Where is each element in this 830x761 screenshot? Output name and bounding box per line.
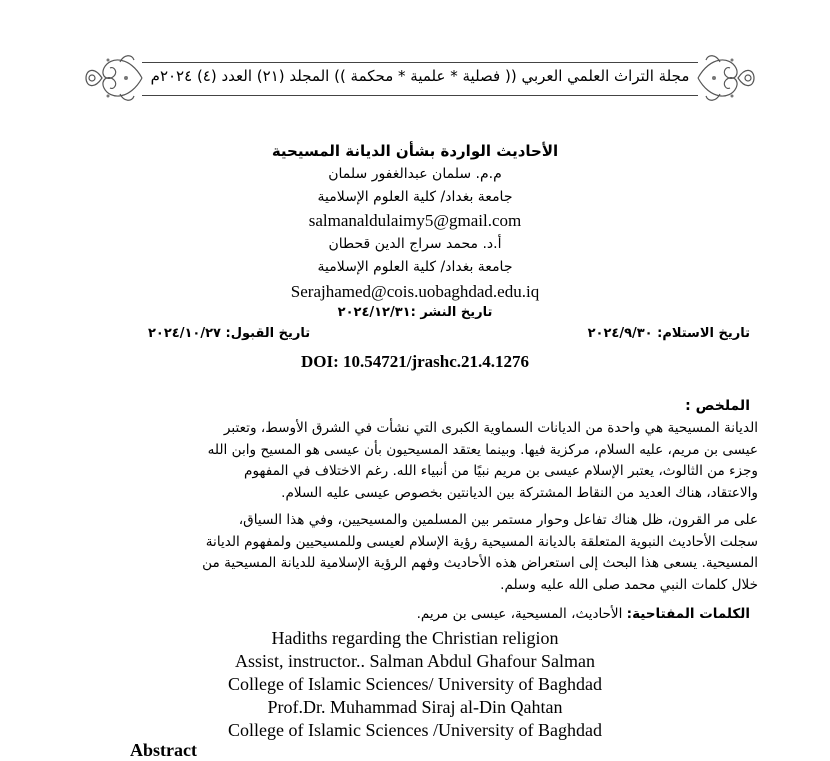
email2-link[interactable]: Serajhamed@cois.uobaghdad.edu.iq xyxy=(290,282,540,301)
dates-row xyxy=(70,326,750,348)
abstract-line: المسيحية. يسعى هذا البحث إلى استعراض هذه الأحاديث وفهم الرؤية الإسلامية للديانة المسيحية من xyxy=(202,555,758,571)
ornament-right-icon xyxy=(690,48,760,108)
abstract-paragraph-2 xyxy=(128,510,758,596)
abstract-line: سجلت الأحاديث النبوية المتعلقة بالديانة المسيحية رؤية الإسلام لعيسى وللمسيحيين ولمفهوم الديانة xyxy=(205,533,758,550)
keywords-label: الكلمات المفتاحية: xyxy=(626,606,750,622)
abstract-line: عيسى بن مريم، عليه السلام، مركزية فيها. وبينما يعتقد المسيحيون بأن عيسى هو المسيح وابن الله xyxy=(207,441,758,458)
arabic-title: الأحاديث الواردة بشأن الديانة المسيحية xyxy=(271,142,559,160)
abstract-line: وجزء من الثالوث، يعتبر الإسلام عيسى بن مريم نبيًا من أنبياء الله. رغم الاختلاف في المفهوم xyxy=(244,463,758,479)
affiliation1-arabic: جامعة بغداد/ كلية العلوم الإسلامية xyxy=(317,189,513,205)
abstract-line: على مر القرون، ظل هناك تفاعل وحوار مستمر بين المسلمين والمسيحيين، وفي هذا السياق، xyxy=(238,512,758,528)
affiliation2-english: College of Islamic Sciences /University of Baghdad xyxy=(228,720,602,740)
keywords-values: الأحاديث، المسيحية، عيسى بن مريم. xyxy=(416,606,627,622)
author2-arabic: أ.د. محمد سراج الدين قحطان xyxy=(328,236,502,252)
accepted-date: تاريخ القبول: ٢٠٢٤/١٠/٢٧ xyxy=(148,326,311,341)
journal-header xyxy=(80,48,760,108)
abstract-line: والاعتقاد، هناك العديد من النقاط المشتركة بين الديانتين بخصوص عيسى عليه السلام. xyxy=(281,484,758,501)
abstract-heading-english: Abstract xyxy=(130,740,197,760)
received-date: تاريخ الاستلام: ٢٠٢٤/٩/٣٠ xyxy=(587,326,750,341)
english-title: Hadiths regarding the Christian religion xyxy=(271,628,559,648)
abstract-line: خلال كلمات النبي محمد صلى الله عليه وسلم. xyxy=(500,576,758,593)
journal-name: مجلة التراث العلمي العربي (( فصلية * علمية * محكمة )) المجلد (٢١) العدد (٤) ٢٠٢٤م xyxy=(150,67,690,85)
email1-link[interactable]: salmanaldulaimy5@gmail.com xyxy=(308,211,522,230)
ornament-left-icon xyxy=(80,48,150,108)
author2-english: Prof.Dr. Muhammad Siraj al-Din Qahtan xyxy=(267,697,563,717)
affiliation1-english: College of Islamic Sciences/ University of Baghdad xyxy=(228,674,602,694)
abstract-paragraph-1 xyxy=(128,418,758,504)
author1-arabic: م.م. سلمان عبدالغفور سلمان xyxy=(328,166,502,182)
publication-date: تاريخ النشر :٢٠٢٤/١٢/٣١ xyxy=(337,305,493,320)
abstract-heading-arabic: الملخص : xyxy=(685,398,750,414)
doi-link[interactable]: DOI: 10.54721/jrashc.21.4.1276 xyxy=(300,352,530,371)
header-bar xyxy=(142,62,698,96)
keywords-line xyxy=(417,606,750,622)
author1-english: Assist, instructor.. Salman Abdul Ghafour Salman xyxy=(235,651,595,671)
abstract-line: الديانة المسيحية هي واحدة من الديانات السماوية الكبرى التي نشأت في الشرق الأوسط، وتعتبر xyxy=(223,420,758,436)
affiliation2-arabic: جامعة بغداد/ كلية العلوم الإسلامية xyxy=(317,259,513,275)
